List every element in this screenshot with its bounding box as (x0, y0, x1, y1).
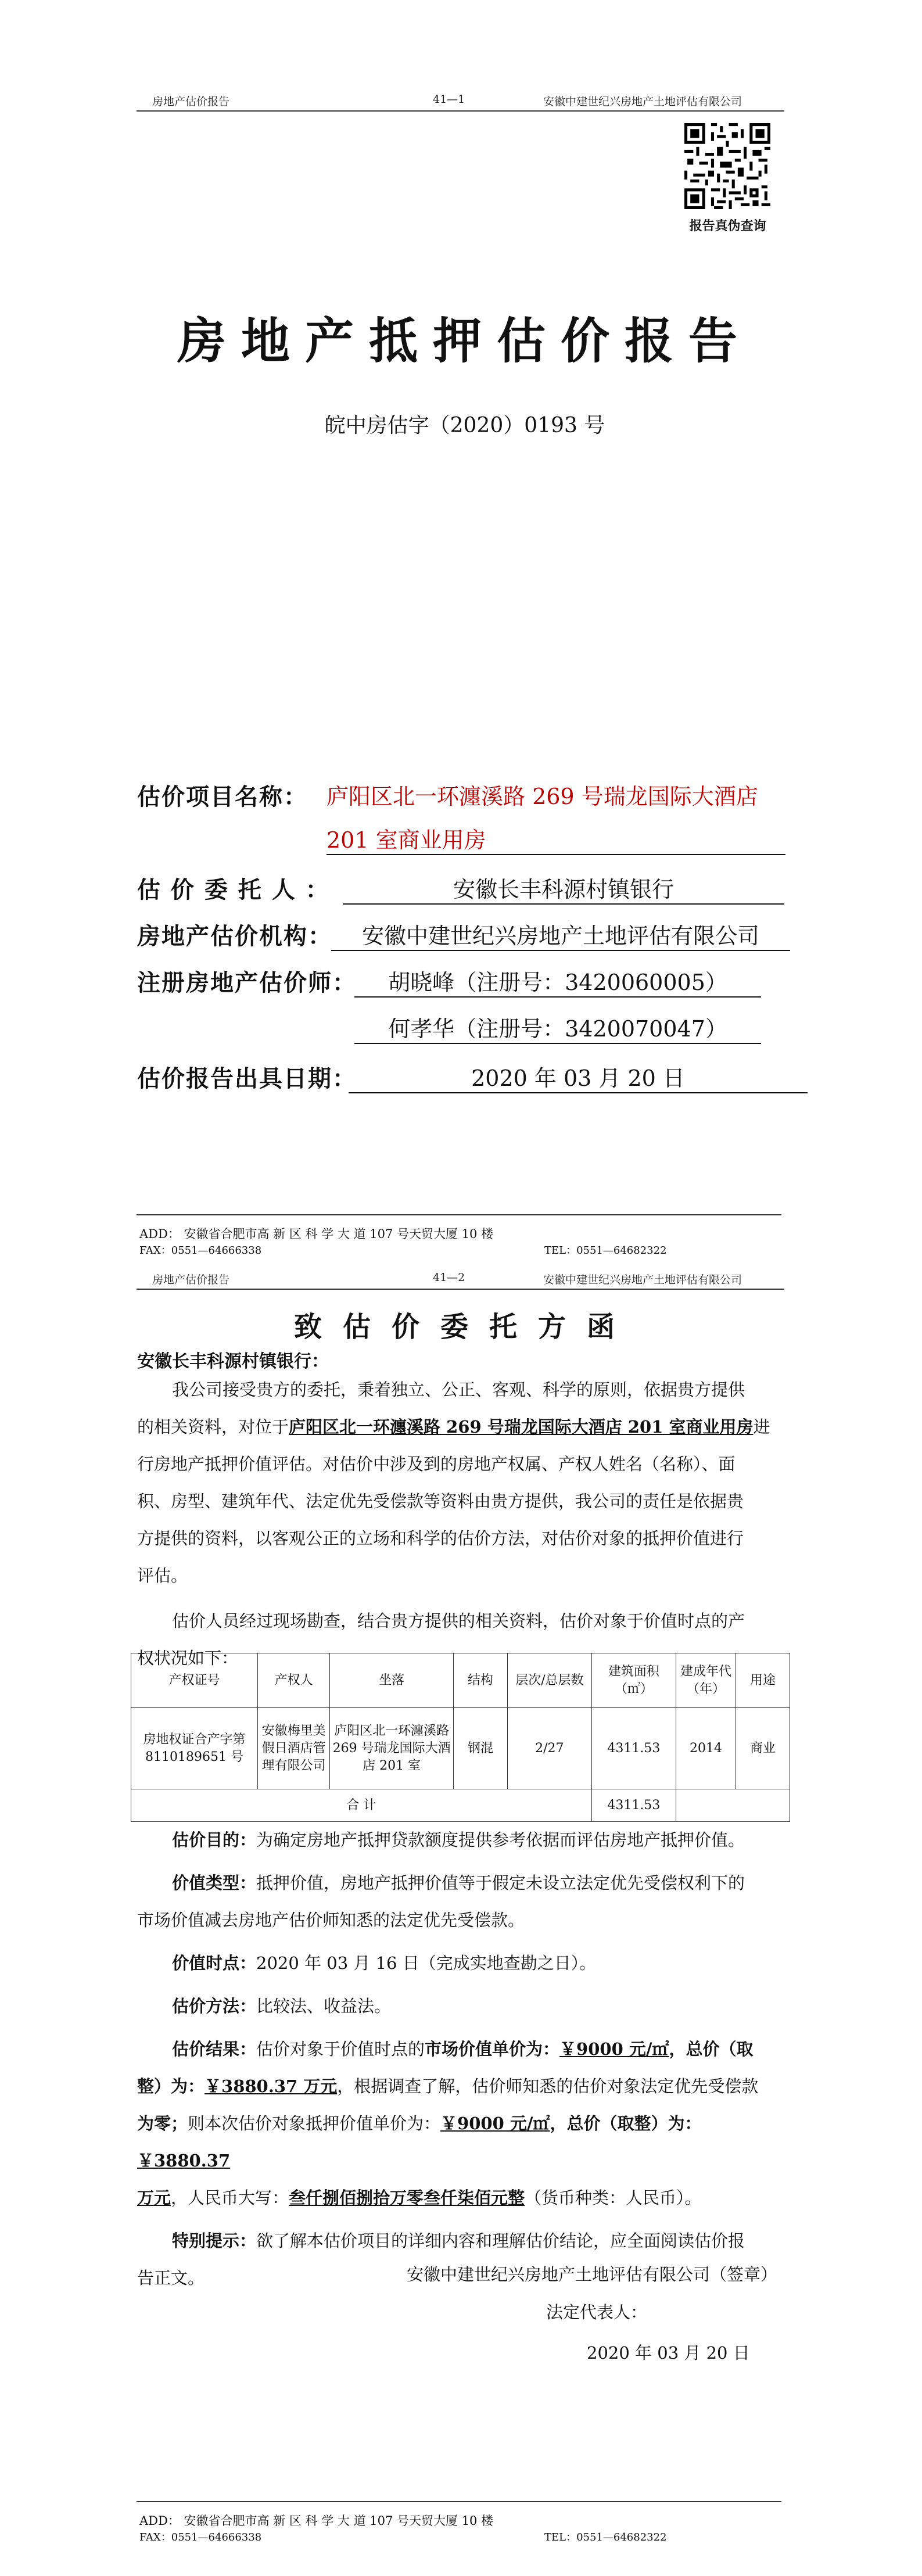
note-value: 欲了解本估价项目的详细内容和理解估价结论，应全面阅读估价报 (256, 2231, 745, 2251)
purpose-line (137, 1821, 794, 1859)
table-total-value: 4311.53 (591, 1789, 676, 1822)
result-line-2 (137, 2068, 794, 2105)
value-type-line-1 (137, 1864, 794, 1901)
result-line-3 (137, 2105, 794, 2179)
value-time-label: 价值时点： (172, 1953, 257, 1973)
project-name-value-1: 庐阳区北一环瀍溪路 269 号瑞龙国际大酒店 (327, 784, 758, 809)
table-cell: 2014 (676, 1708, 736, 1789)
client-value: 安徽长丰科源村镇银行 (343, 871, 784, 905)
result-label: 估价结果： (172, 2039, 257, 2059)
para1-line-2-text: 的相关资料，对位于 (137, 1417, 289, 1437)
page2-header-rule (137, 1289, 784, 1290)
agency-label: 房地产估价机构： (137, 923, 332, 950)
client-label: 估 价 委 托 人 ： (137, 876, 330, 903)
page1-header-rule (137, 110, 784, 112)
method-value: 比较法、收益法。 (256, 1996, 392, 2016)
signature-date: 2020 年 03 月 20 日 (587, 2343, 750, 2363)
table-row (131, 1708, 790, 1789)
note-line-1 (137, 2222, 794, 2259)
para1-line-2 (137, 1408, 788, 1445)
table-header: 建筑面积（㎡） (591, 1653, 676, 1708)
para1-line-6: 评估。 (137, 1566, 188, 1585)
result-text: ，根据调查了解，估价师知悉的估价对象法定优先受偿款 (337, 2076, 759, 2096)
table-cell: 钢混 (453, 1708, 507, 1789)
para1-line-1: 我公司接受贵方的委托，秉着独立、公正、客观、科学的原则，依据贵方提供 (172, 1380, 745, 1400)
result-line-1 (137, 2030, 794, 2068)
table-header: 结构 (453, 1653, 507, 1708)
property-table (131, 1653, 790, 1822)
issue-date-label: 估价报告出具日期： (137, 1065, 357, 1092)
table-header: 层次/总层数 (507, 1653, 591, 1708)
market-total-price: ￥3880.37 万元 (205, 2076, 338, 2096)
appraiser-1: 胡晓峰（注册号：3420060005） (354, 964, 761, 998)
qr-code-icon (684, 123, 770, 209)
result-text: 为零； (137, 2114, 188, 2133)
report-number: 皖中房估字（2020）0193 号 (324, 414, 605, 437)
result-text: 市场价值单价为： (425, 2039, 560, 2059)
page1-footer-fax: FAX：0551—64666338 (139, 1244, 262, 1257)
table-cell: 4311.53 (591, 1708, 676, 1789)
result-text: 整）为： (137, 2076, 205, 2096)
para1-line-2-end: 进 (753, 1417, 770, 1437)
page1-footer-address: ADD： 安徽省合肥市高 新 区 科 学 大 道 107 号天贸大厦 10 楼 (139, 1227, 494, 1241)
table-total-row (131, 1789, 790, 1822)
purpose-value: 为确定房地产抵押贷款额度提供参考依据而评估房地产抵押价值。 (256, 1830, 745, 1850)
page1-footer-tel: TEL：0551—64682322 (544, 1244, 667, 1257)
result-line-4 (137, 2179, 794, 2216)
page2-footer-address: ADD： 安徽省合肥市高 新 区 科 学 大 道 107 号天贸大厦 10 楼 (139, 2514, 494, 2528)
result-text: 万元 (137, 2188, 171, 2208)
letter-body (137, 1371, 788, 1677)
amount-in-words: 叁仟捌佰捌拾万零叁仟柒佰元整 (289, 2188, 525, 2208)
market-unit-price: ￥9000 元/㎡ (559, 2039, 669, 2059)
table-cell: 安徽梅里美假日酒店管理有限公司 (258, 1708, 330, 1789)
page2-header-page: 41—2 (433, 1271, 465, 1284)
report-title: 房地产抵押估价报告 (177, 312, 752, 369)
page2-footer-tel: TEL：0551—64682322 (544, 2531, 667, 2543)
result-text: 估价对象于价值时点的 (256, 2039, 425, 2059)
letter-details (137, 1821, 794, 2297)
page1-header-left: 房地产估价报告 (152, 95, 230, 108)
page1-footer-rule (137, 1214, 781, 1215)
agency-value: 安徽中建世纪兴房地产土地评估有限公司 (331, 918, 790, 951)
table-total-label: 合 计 (131, 1789, 592, 1822)
mortgage-unit-price: ￥9000 元/㎡ (440, 2114, 550, 2133)
subject-address: 庐阳区北一环瀍溪路 269 号瑞龙国际大酒店 201 室商业用房 (289, 1417, 754, 1437)
page2-header-right: 安徽中建世纪兴房地产土地评估有限公司 (543, 1273, 742, 1286)
method-label: 估价方法： (172, 1996, 257, 2016)
note-line-2: 告正文。 (137, 2268, 205, 2288)
table-header: 产权人 (258, 1653, 330, 1708)
issue-date-value: 2020 年 03 月 20 日 (349, 1060, 808, 1093)
value-time-value: 2020 年 03 月 16 日（完成实地查勘之日）。 (256, 1953, 597, 1973)
table-cell: 商业 (736, 1708, 790, 1789)
para2-line-2: 权状况如下： (137, 1648, 239, 1668)
table-header-row (131, 1653, 790, 1708)
table-cell: 庐阳区北一环瀍溪路 269 号瑞龙国际大酒店 201 室 (330, 1708, 454, 1789)
table-cell: 房地权证合产字第 8110189651 号 (131, 1708, 258, 1789)
signature-company: 安徽中建世纪兴房地产土地评估有限公司（签章） (407, 2265, 778, 2284)
table-header: 坐落 (330, 1653, 454, 1708)
value-time-line (137, 1944, 794, 1982)
table-total-empty (676, 1789, 790, 1822)
appraiser-2: 何孝华（注册号：3420070047） (354, 1011, 761, 1044)
appraiser-label: 注册房地产估价师： (137, 969, 357, 996)
purpose-label: 估价目的： (172, 1830, 257, 1850)
table-cell: 2/27 (507, 1708, 591, 1789)
page2-footer-fax: FAX：0551—64666338 (139, 2531, 262, 2543)
project-name-label: 估价项目名称： (137, 783, 308, 810)
para1-line-3: 行房地产抵押价值评估。对估价中涉及到的房地产权属、产权人姓名（名称）、面 (137, 1454, 736, 1474)
result-text: ，总价（取 (669, 2039, 754, 2059)
mortgage-total-price: ￥3880.37 (137, 2151, 231, 2170)
result-text: 则本次估价对象抵押价值单价为： (188, 2114, 441, 2133)
para2-line-1: 估价人员经过现场勘查，结合贵方提供的相关资料，估价对象于价值时点的产 (172, 1611, 745, 1631)
method-line (137, 1987, 794, 2025)
table-header: 建成年代（年） (676, 1653, 736, 1708)
result-text: ，总价（取整）为： (550, 2114, 702, 2133)
value-type-line-2: 市场价值减去房地产估价师知悉的法定优先受偿款。 (137, 1910, 525, 1930)
note-label: 特别提示： (172, 2231, 257, 2251)
page1-header-right: 安徽中建世纪兴房地产土地评估有限公司 (543, 95, 742, 108)
qr-caption: 报告真伪查询 (689, 218, 766, 234)
table-header: 用途 (736, 1653, 790, 1708)
para1-line-4: 积、房型、建筑年代、法定优先受偿款等资料由贵方提供，我公司的责任是依据贵 (137, 1491, 744, 1511)
letter-title: 致估价委托方函 (293, 1311, 636, 1343)
project-name-value-2: 201 室商业用房 (327, 822, 785, 855)
page1-header-page: 41—1 (433, 93, 465, 106)
value-type-value: 抵押价值，房地产抵押价值等于假定未设立法定优先受偿权利下的 (256, 1873, 745, 1893)
table-header: 产权证号 (131, 1653, 258, 1708)
result-text: （货币种类：人民币）。 (525, 2188, 702, 2208)
addressee: 安徽长丰科源村镇银行： (137, 1351, 329, 1372)
para1-line-5: 方提供的资料，以客观公正的立场和科学的估价方法，对估价对象的抵押价值进行 (137, 1529, 744, 1548)
result-text: ，人民币大写： (171, 2188, 289, 2208)
signature-representative: 法定代表人： (546, 2302, 648, 2322)
value-type-label: 价值类型： (172, 1873, 257, 1893)
page2-footer-rule (137, 2501, 781, 2502)
page2-header-left: 房地产估价报告 (152, 1273, 230, 1286)
